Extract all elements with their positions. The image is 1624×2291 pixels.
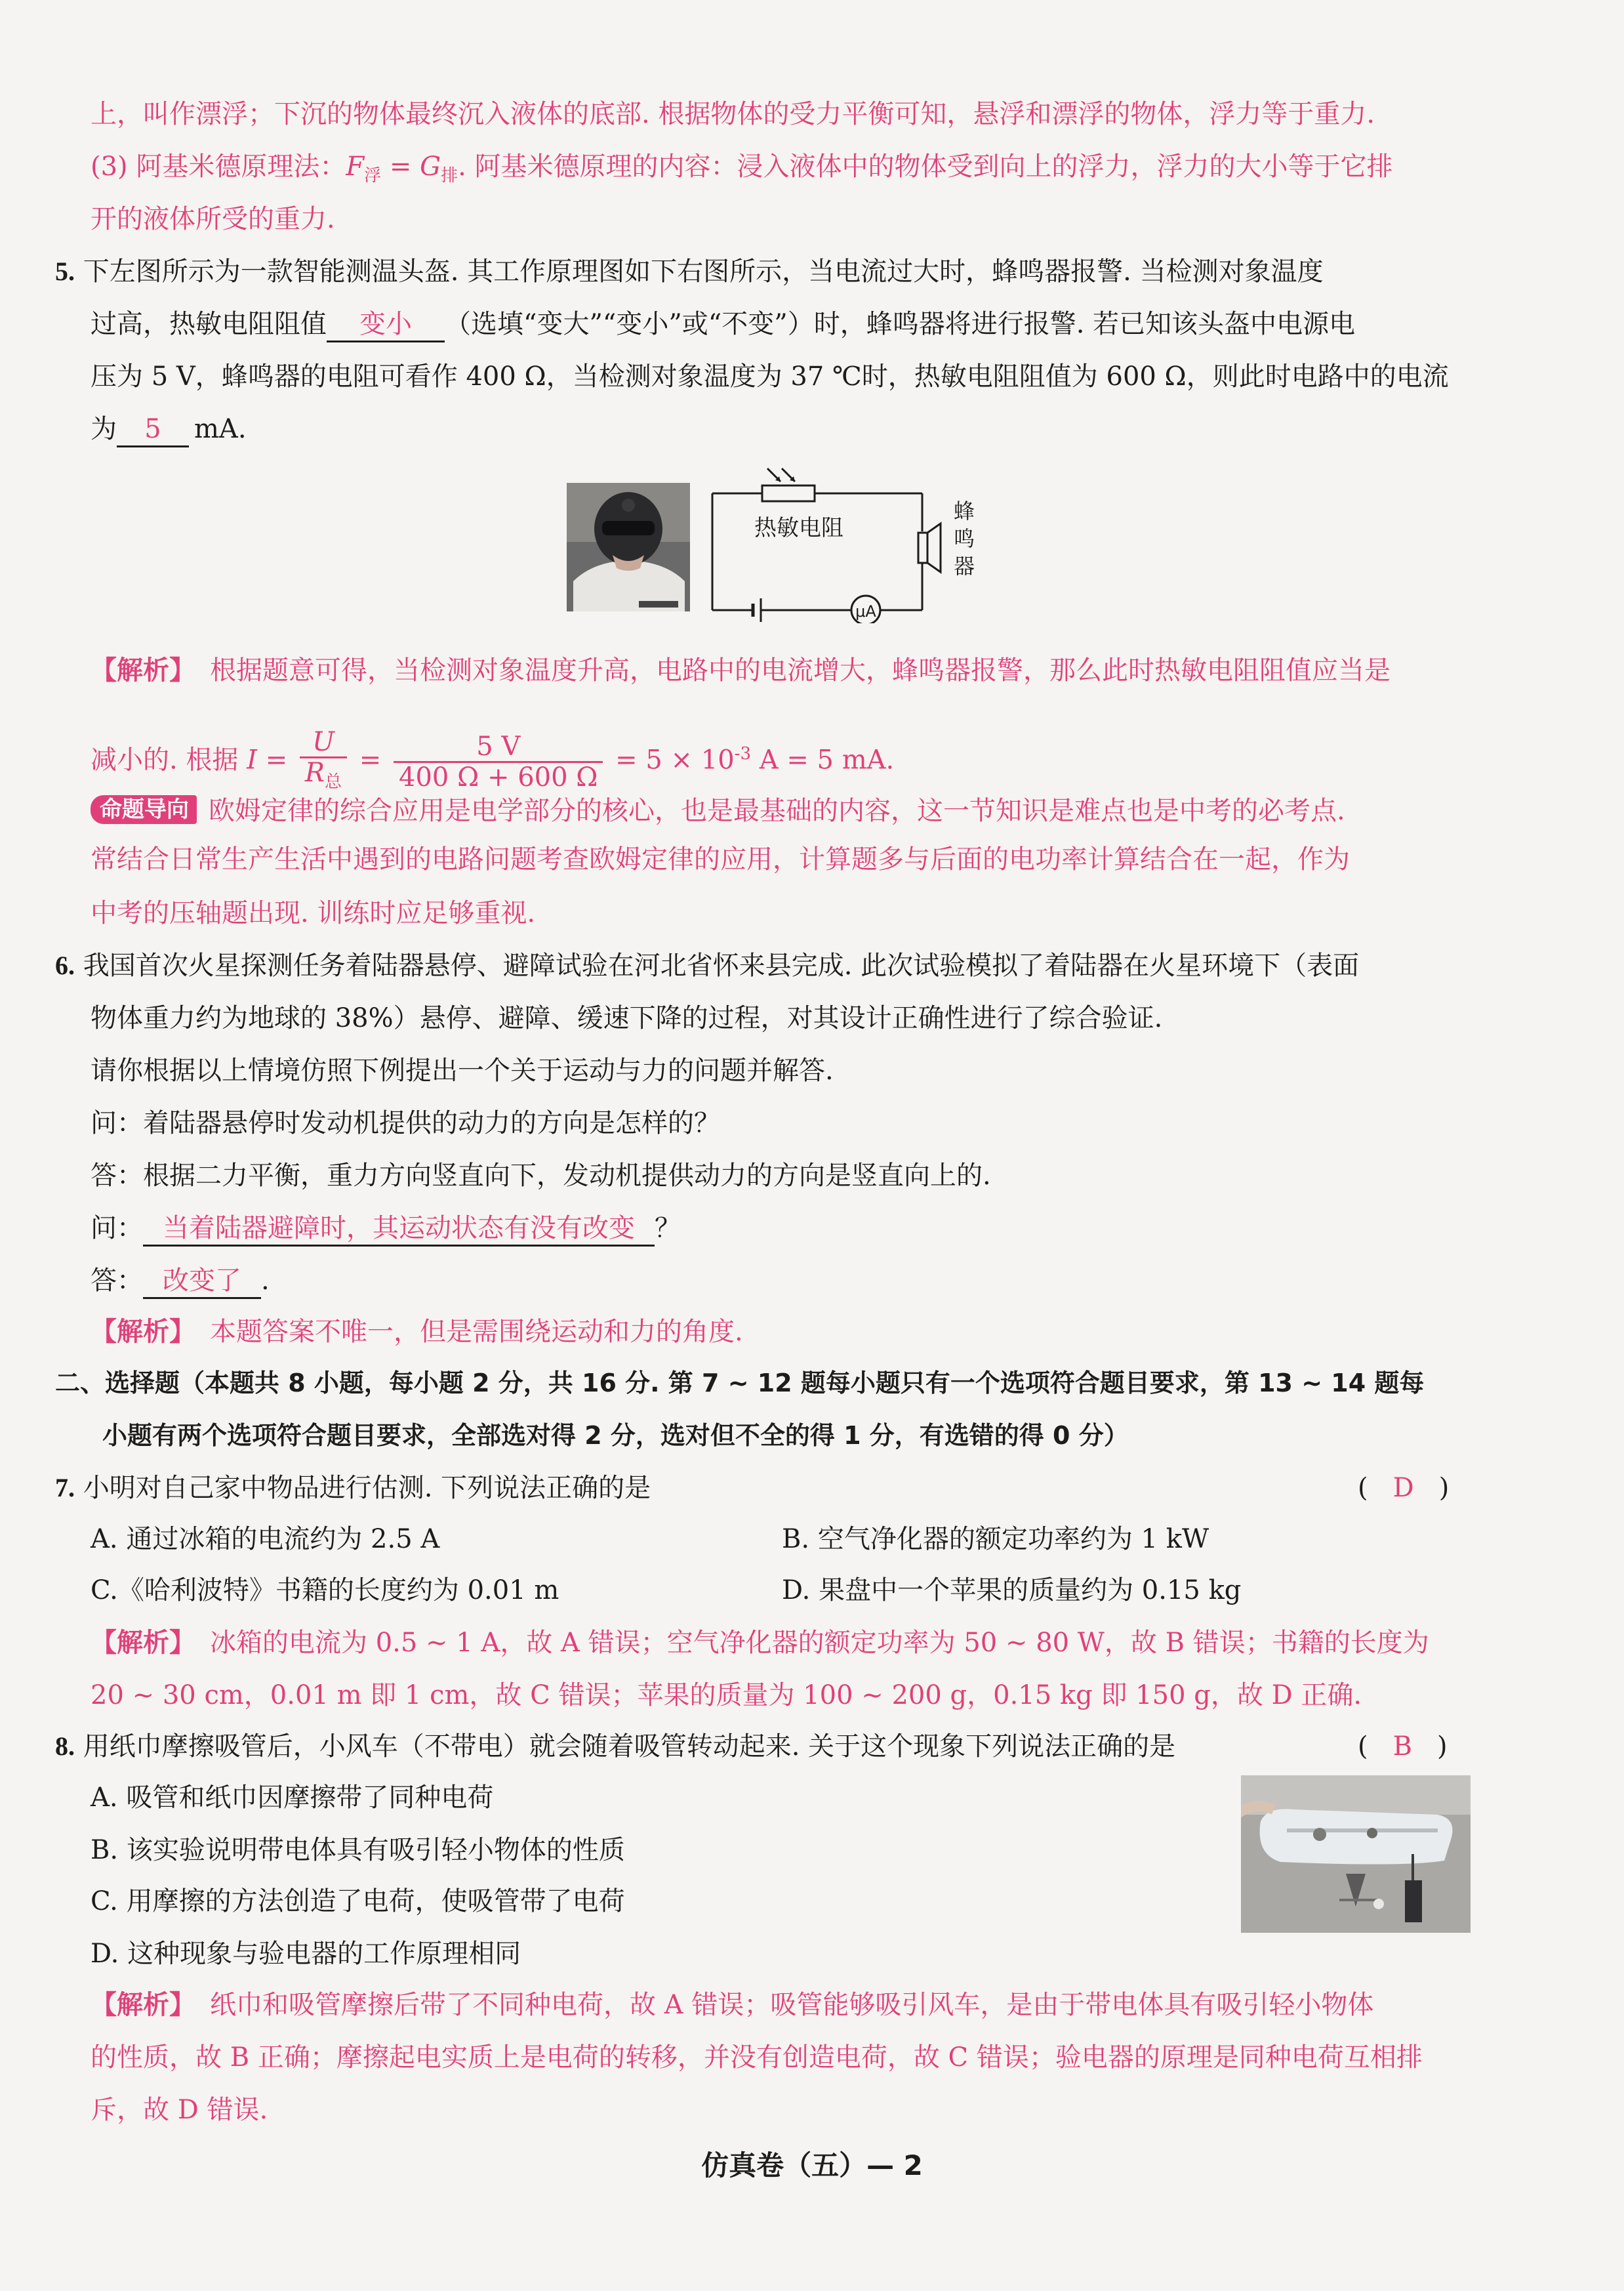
text-span: 过高，热敏电阻阻值 bbox=[91, 309, 327, 339]
q7-option-d[interactable]: D. 果盘中一个苹果的质量约为 0.15 kg bbox=[782, 1575, 1242, 1605]
text-span: . bbox=[261, 1266, 270, 1296]
q6-answer-blank[interactable]: 改变了 bbox=[143, 1264, 261, 1299]
q5-line-3: 压为 5 V，蜂鸣器的电阻可看作 400 Ω，当检测对象温度为 37 ℃时，热敏电阻阻值为 600 Ω，则此时电路中的电流 bbox=[91, 361, 1449, 392]
question-number: 6. bbox=[55, 951, 75, 980]
text-span: 纸巾和吸管摩擦后带了不同种电荷，故 A 错误；吸管能够吸引风车，是由于带电体具有吸引轻小物体 bbox=[210, 1990, 1374, 2020]
q5-guide-line-2: 常结合日常生产生活中遇到的电路问题考查欧姆定律的应用，计算题多与后面的电功率计算结合在一起，作为 bbox=[91, 844, 1350, 875]
helmet-photo bbox=[567, 483, 690, 611]
section2-line-2: 小题有两个选项符合题目要求，全部选对得 2 分，选对但不全的得 1 分，有选错的得 0 分） bbox=[102, 1421, 1129, 1450]
helmet-photo-svg bbox=[567, 483, 690, 611]
q5-guide-line-3: 中考的压轴题出现. 训练时应足够重视. bbox=[91, 898, 536, 928]
q6-line-5: 答：根据二力平衡，重力方向竖直向下，发动机提供动力的方向是竖直向上的. bbox=[91, 1161, 991, 1191]
top-line-1: 上，叫作漂浮；下沉的物体最终沉入液体的底部. 根据物体的受力平衡可知，悬浮和漂浮的物体，浮力等于重力. bbox=[91, 99, 1375, 129]
q8-analysis-line-1 bbox=[91, 1987, 1373, 2023]
q8-option-c[interactable]: C. 用摩擦的方法创造了电荷，使吸管带了电荷 bbox=[91, 1886, 625, 1916]
q5-blank-1[interactable]: 变小 bbox=[327, 308, 445, 342]
text-span: 小明对自己家中物品进行估测. 下列说法正确的是 bbox=[83, 1473, 651, 1503]
text-span: = bbox=[381, 152, 420, 182]
q5-blank-2[interactable]: 5 bbox=[117, 413, 189, 447]
text-span: 为 bbox=[91, 414, 117, 444]
text-span: = bbox=[359, 745, 382, 775]
text-span: 我国首次火星探测任务着陆器悬停、避障试验在河北省怀来县完成. 此次试验模拟了着陆器在火星环境下（表面 bbox=[83, 951, 1360, 981]
q7-answer[interactable]: D bbox=[1392, 1473, 1414, 1503]
text-span: 减小的. 根据 bbox=[91, 745, 239, 775]
formula-i: I bbox=[247, 745, 257, 775]
fraction-denominator: R bbox=[304, 757, 325, 788]
text-span: 答： bbox=[91, 1266, 143, 1296]
buzzer-label-3: 器 bbox=[954, 554, 975, 579]
question-number: 8. bbox=[55, 1731, 75, 1761]
q7-analysis-line-1 bbox=[91, 1624, 1429, 1661]
circuit-diagram bbox=[708, 459, 990, 623]
text-span: 本题答案不唯一，但是需围绕运动和力的角度. bbox=[210, 1317, 743, 1347]
top-line-2 bbox=[91, 148, 1393, 194]
text-span: = 5 × 10 bbox=[615, 745, 735, 775]
text-span: = bbox=[265, 745, 288, 775]
q8-option-b[interactable]: B. 该实验说明带电体具有吸引轻小物体的性质 bbox=[91, 1835, 625, 1865]
q6-answer-line bbox=[91, 1262, 270, 1299]
fraction-values bbox=[394, 732, 603, 792]
formula-g: G bbox=[420, 152, 441, 182]
q5-line-1 bbox=[55, 253, 1324, 290]
analysis-tag: 【解析】 bbox=[91, 1316, 195, 1347]
text-span: ) bbox=[1438, 1473, 1450, 1503]
straw-photo-svg bbox=[1241, 1775, 1471, 1933]
question-number: 7. bbox=[55, 1473, 75, 1502]
q7-option-c[interactable]: C.《哈利波特》书籍的长度约为 0.01 m bbox=[91, 1575, 559, 1605]
q7-analysis-line-2: 20 ~ 30 cm，0.01 m 即 1 cm，故 C 错误；苹果的质量为 100 ~ 200 g，0.15 kg 即 150 g，故 D 正确. bbox=[91, 1680, 1362, 1710]
text-span: ) bbox=[1437, 1731, 1448, 1762]
analysis-tag: 【解析】 bbox=[91, 1989, 195, 2020]
page-footer: 仿真卷（五）— 2 bbox=[701, 2149, 923, 2181]
q6-question-line bbox=[91, 1210, 681, 1247]
text-span: mA. bbox=[194, 414, 247, 444]
text-span: ( bbox=[1358, 1731, 1368, 1762]
formula-f: F bbox=[346, 152, 365, 182]
q7-option-a[interactable]: A. 通过冰箱的电流约为 2.5 A bbox=[91, 1524, 440, 1554]
fraction-numerator: U bbox=[312, 726, 335, 757]
circuit-svg bbox=[708, 459, 990, 623]
q6-analysis bbox=[91, 1313, 743, 1350]
superscript: -3 bbox=[734, 744, 751, 764]
microammeter-label: μA bbox=[855, 602, 876, 621]
q6-line-4: 问：着陆器悬停时发动机提供的动力的方向是怎样的？ bbox=[91, 1108, 720, 1138]
sub-text: 总 bbox=[325, 772, 342, 792]
fraction-u-over-r bbox=[300, 728, 347, 796]
sub-text: 浮 bbox=[364, 166, 382, 186]
buzzer-label-2: 鸣 bbox=[954, 526, 975, 551]
q8-option-a[interactable]: A. 吸管和纸巾因摩擦带了同种电荷 bbox=[91, 1783, 494, 1813]
q8-answer-paren bbox=[1358, 1728, 1448, 1765]
text-span: . 阿基米德原理的内容：浸入液体中的物体受到向上的浮力，浮力的大小等于它排 bbox=[458, 152, 1393, 182]
q6-question-blank[interactable]: 当着陆器避障时，其运动状态有没有改变 bbox=[143, 1212, 655, 1247]
q8-analysis-line-2: 的性质，故 B 正确；摩擦起电实质上是电荷的转移，并没有创造电荷，故 C 错误；验电器的原理是同种电荷互相排 bbox=[91, 2042, 1423, 2073]
text-span: ？ bbox=[655, 1213, 681, 1243]
buzzer-label-1: 蜂 bbox=[954, 499, 975, 524]
text-span: 下左图所示为一款智能测温头盔. 其工作原理图如下右图所示，当电流过大时，蜂鸣器报警. 当检测对象温度 bbox=[83, 257, 1324, 287]
q5-line-4 bbox=[91, 411, 247, 447]
q5-analysis-line-2 bbox=[91, 718, 894, 796]
text-span: (3) 阿基米德原理法： bbox=[91, 152, 346, 182]
q7-option-b[interactable]: B. 空气净化器的额定功率约为 1 kW bbox=[782, 1524, 1209, 1554]
q7-stem bbox=[55, 1470, 651, 1506]
q7-answer-paren bbox=[1358, 1470, 1449, 1506]
section2-line-1: 二、选择题（本题共 8 小题，每小题 2 分，共 16 分. 第 7 ~ 12 题每小题只有一个选项符合题目要求，第 13 ~ 14 题每 bbox=[55, 1369, 1425, 1397]
analysis-tag: 【解析】 bbox=[91, 655, 195, 686]
guide-badge: 命题导向 bbox=[91, 795, 197, 824]
text-span: 问： bbox=[91, 1213, 143, 1243]
top-line-3: 开的液体所受的重力. bbox=[91, 204, 335, 234]
fraction-denominator: 400 Ω + 600 Ω bbox=[399, 762, 598, 793]
text-span: 欧姆定律的综合应用是电学部分的核心，也是最基础的内容，这一节知识是难点也是中考的必考点. bbox=[209, 796, 1345, 826]
q6-line-3: 请你根据以上情境仿照下例提出一个关于运动与力的问题并解答. bbox=[91, 1056, 834, 1086]
text-span: 用纸巾摩擦吸管后，小风车（不带电）就会随着吸管转动起来. 关于这个现象下列说法正确的是 bbox=[83, 1731, 1176, 1762]
q8-option-d[interactable]: D. 这种现象与验电器的工作原理相同 bbox=[91, 1939, 521, 1969]
q8-answer[interactable]: B bbox=[1392, 1731, 1413, 1762]
q6-line-2: 物体重力约为地球的 38%）悬停、避障、缓速下降的过程，对其设计正确性进行了综合验证. bbox=[91, 1003, 1163, 1033]
q5-guide-line-1 bbox=[91, 793, 1345, 829]
q5-analysis-line-1 bbox=[91, 652, 1391, 689]
text-span: A = 5 mA. bbox=[759, 745, 895, 775]
text-span: 根据题意可得，当检测对象温度升高，电路中的电流增大，蜂鸣器报警，那么此时热敏电阻阻值应当是 bbox=[210, 655, 1391, 686]
q8-stem bbox=[55, 1728, 1175, 1765]
thermistor-label: 热敏电阻 bbox=[754, 515, 843, 541]
q8-analysis-line-3: 斥，故 D 错误. bbox=[91, 2095, 268, 2125]
q5-line-2 bbox=[91, 306, 1355, 342]
analysis-tag: 【解析】 bbox=[91, 1627, 195, 1658]
text-span: （选填“变大”“变小”或“不变”）时，蜂鸣器将进行报警. 若已知该头盔中电源电 bbox=[445, 309, 1356, 339]
question-number: 5. bbox=[55, 257, 75, 286]
fraction-numerator: 5 V bbox=[394, 732, 603, 763]
straw-pinwheel-photo bbox=[1241, 1775, 1471, 1933]
text-span: ( bbox=[1358, 1473, 1368, 1503]
sub-text: 排 bbox=[441, 166, 458, 186]
q6-line-1 bbox=[55, 947, 1359, 984]
text-span: 冰箱的电流为 0.5 ~ 1 A，故 A 错误；空气净化器的额定功率为 50 ~ 80 W，故 B 错误；书籍的长度为 bbox=[210, 1628, 1429, 1658]
